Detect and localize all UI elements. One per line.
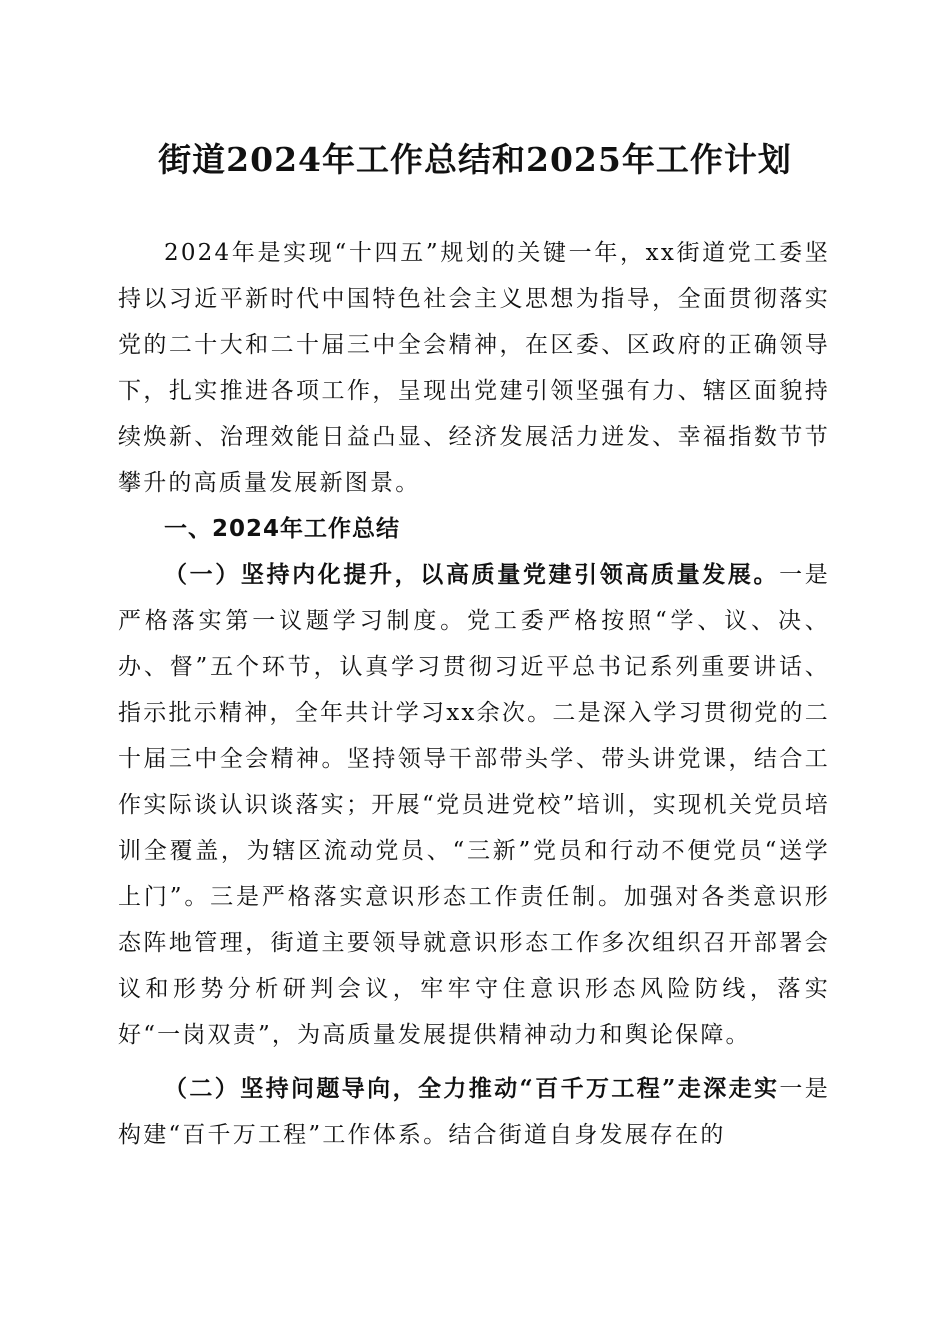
- document-title: 街道2024年工作总结和2025年工作计划: [158, 140, 792, 179]
- intro-paragraph: 2024年是实现“十四五”规划的关键一年，xx街道党工委坚持以习近平新时代中国特色社会主义思想为指导，全面贯彻落实党的二十大和二十届三中全会精神，在区委、区政府的正确领导下，扎实推进各项工作，呈现出党建引领坚强有力、辖区面貌持续焕新、治理效能日益凸显、经济发展活力迸发、幸福指数节节攀升的高质量发展新图景。: [118, 240, 830, 496]
- subsection-1-paragraph: [118, 552, 830, 1058]
- subsection-1-heading: （一）坚持内化提升，以高质量党建引领高质量发展。: [164, 561, 780, 588]
- section-heading-summary: 一、2024年工作总结: [164, 516, 401, 542]
- subsection-2-heading: （二）坚持问题导向，全力推动“百千万工程”走深走实: [164, 1075, 780, 1102]
- subsection-2-body: 一是构建“百千万工程”工作体系。结合街道自身发展存在的: [118, 1076, 830, 1148]
- document-body: [118, 230, 830, 1158]
- paragraph-gap: [118, 1058, 830, 1066]
- subsection-1-body: 一是严格落实第一议题学习制度。党工委严格按照“学、议、决、办、督”五个环节，认真学习贯彻习近平总书记系列重要讲话、指示批示精神，全年共计学习xx余次。二是深入学习贯彻党的二十届三中全会精神。坚持领导干部带头学、带头讲党课，结合工作实际谈认识谈落实；开展“党员进党校”培训，实现机关党员培训全覆盖，为辖区流动党员、“三新”党员和行动不便党员“送学上门”。三是严格落实意识形态工作责任制。加强对各类意识形态阵地管理，街道主要领导就意识形态工作多次组织召开部署会议和形势分析研判会议，牢牢守住意识形态风险防线，落实好“一岗双责”，为高质量发展提供精神动力和舆论保障。: [118, 562, 830, 1048]
- subsection-2-paragraph: [118, 1066, 830, 1158]
